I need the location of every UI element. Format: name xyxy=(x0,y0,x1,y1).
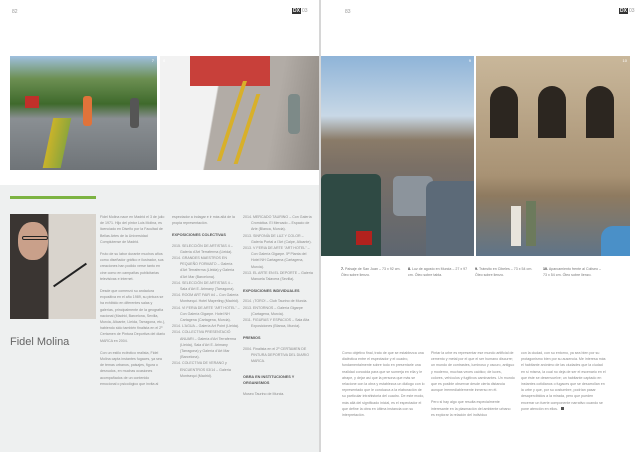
collective-heading: EXPOSICIONES COLECTIVAS xyxy=(172,233,226,238)
logo: DX xyxy=(293,8,300,14)
caption-text: Paisaje de San Juan – 73 x 92 cm. Óleo sobre lienzo. xyxy=(341,267,401,277)
exhibition-item: 2013. EL ARTE EN EL DEPORTE – Galería Manuela Talavera (Sevilla). xyxy=(243,270,313,282)
artist-portrait xyxy=(10,214,96,319)
painting-8-sidewalk xyxy=(160,56,319,170)
caption xyxy=(475,266,537,278)
magazine-badge xyxy=(292,8,308,14)
magazine-badge xyxy=(619,8,635,14)
page-number: 82 xyxy=(12,9,18,15)
exhibitions-column-2 xyxy=(243,214,313,397)
institution-item: Museo Taurino de Murcia. xyxy=(243,391,285,396)
caption-number: 10. xyxy=(543,267,548,271)
exhibition-item: 2014. L'AGUA – Galería Art Point (Lleida). xyxy=(172,324,240,329)
award-item: 2004. Finalista en el 2º CERTAMEN DE PINTURA DEPORTIVA DEL DIARIO MARCA. xyxy=(243,346,310,364)
exhibition-item: 2011. FIGURAS Y ESPACIOS – Sala Alta Exposiciones (Blanca, Murcia). xyxy=(243,318,310,329)
exhibition-item: 2013. SINFONÍA DE LUZ Y COLOR – Galería Portal a l'Art (Calpe, Alicante). xyxy=(243,233,312,244)
logo: DX xyxy=(620,8,627,14)
exhibition-item: 2014. ROOM ART FAIR #4 – Con Galería Montsequi. Hotel Mayerling (Madrid). xyxy=(172,293,239,304)
exhibition-item: 2014. SELECCIÓN DE ARTISTAS 4 – Sala d'Art E. Arimany (Tarragona). xyxy=(172,280,235,292)
painting-9-traffic xyxy=(321,56,474,256)
awards-heading: PREMIOS xyxy=(243,336,261,341)
body-paragraph: Como objetivo final, trato de que se establezca una dialéctica entre el espectador y el cuadro, fundamentalmente sobre todo en presentarle una realidad conocida para que se sumerja en ella y le atrape, y dejar así que la persona que más se relacione con la obra y establezca un diálogo con lo representado que le conduzca a la elaboración de su particular intrahistoria del cuadro. De este modo, más allá del significado inicial, es el espectador el que define la obra en última instancia con su interpretación. xyxy=(342,351,425,418)
painting-7-cyclists xyxy=(10,56,157,170)
painting-10-colosseum xyxy=(476,56,630,256)
exhibition-item: 2015. SELECCIÓN DE ARTISTAS 4 – Galería d'Art Terraferma (Lleida). xyxy=(172,243,233,254)
institutions-heading: OBRA EN INSTITUCIONES Y ORGANISMOS xyxy=(243,375,295,386)
end-mark-icon xyxy=(561,407,564,410)
bio-paragraph: Fidel Molina nace en Madrid el 3 de julio de 1971. Hijo del pintor Luis Molina, es licenciado en Diseño por la Facultad de Bellas Artes de la Universidad Complutense de Madrid. xyxy=(100,215,165,244)
image-number: 9 xyxy=(468,58,471,63)
exhibition-item: 2014. COLLECTIVA PRESENTACIÓ ANUARI – Galería d'Art Terraferma (Lleida), Sala d'Art E. Arimany (Tarragona) y Galería d'Art Mar (Barcelona). xyxy=(172,330,236,360)
exhibition-item: 2013. V FERIA DE ARTE "ART HOTEL" – Con Galería Gigarpe. 5ª Planta del Hotel NH Cartagena (Cartagena, Murcia). xyxy=(243,246,310,269)
caption-text: Tránsito en Cibeles – 73 x 54 cm. Óleo sobre lienzo. xyxy=(475,267,533,277)
caption xyxy=(341,266,403,278)
caption-text: Aparcamiento frente al Coliseo – 73 x 54 cm. Óleo sobre lienzo. xyxy=(543,267,601,277)
individual-heading: EXPOSICIONES INDIVIDUALES xyxy=(243,289,300,294)
body-paragraph: Pero si hay algo que resulta especialmente interesante en la plasmación del ambiente urbano es explorar la relación del individuo xyxy=(431,400,511,417)
right-page xyxy=(321,0,640,452)
exhibition-item: 2014. VI FERIA DE ARTE "ART HOTEL" – Con Galería Gigarpe. Hotel NH Cartagena (Cartagena, Murcia). xyxy=(172,305,240,323)
caption-number: 9. xyxy=(475,267,478,271)
bio-paragraph: espectador a indagar e ir más allá de la propia representación. xyxy=(172,215,235,226)
exhibition-item: 2014. MERCADO TAURINO – Con Galería Cromática. El Mercado – Espacio de Arte (Blanca, Murcia). xyxy=(243,215,312,232)
body-paragraph: con la ciudad, con su entorno, ya sea bien por su protagonismo bien por su ausencia. Me interesa más el habitante anónimo de las ciudades que la ciudad en sí misma, la cual no deja de ser el escenario en el que éste se desenvuelve; un habitante captado en instantes cotidianos o fugaces que se desarrollan en la urbe y que, por su costumbre, podrían pasar desapercibidos a la mirada, pero que pueden encerrar un fuerte componente narrativo cuando se pone atención en ellos. xyxy=(521,351,606,411)
body-column-2 xyxy=(431,350,515,424)
caption xyxy=(408,266,470,278)
body-column-1 xyxy=(342,350,426,424)
issue-number: 03 xyxy=(628,8,635,14)
caption-text: Luz de agosto en Murcia – 27 x 97 cm. Óleo sobre tabla. xyxy=(408,267,468,277)
caption-number: 7. xyxy=(341,267,344,271)
image-number: 8 xyxy=(163,58,166,63)
caption-number: 8. xyxy=(408,267,411,271)
artist-name: Fidel Molina xyxy=(10,336,70,348)
accent-bar xyxy=(10,196,96,199)
bio-paragraph: Desde que comenzó su andadura expositiva en el año 1989, su pintura se ha exhibido en diferentes salas y galerías, principalmente de la geografía nacional (Madrid, Barcelona, Sevilla, Murcia, Alicante, Lleida, Tarragona, etc.), habiendo sido también finalista en el 2º Certamen de Pintura Deportiva del diario MARCA en 2004. xyxy=(100,289,166,343)
bio-paragraph: Fruto de su labor durante muchos años como diseñador gráfico e ilustrador, sus creaciones han podido verse tanto en cine como en campañas publicitarias televisivas e internet. xyxy=(100,252,164,281)
body-column-3 xyxy=(521,350,607,418)
image-number: 10 xyxy=(622,58,627,63)
bio-column xyxy=(100,214,166,393)
image-number: 7 xyxy=(151,58,154,63)
body-paragraph: Pintar la urbe es representar ese mundo artificial de cemento y metal por el que el ser humano discurre; un mundo de contrastes, luminoso y oscuro, antiguo y moderno, muchas veces caótico; de luces, colores, vehículos y fugitivos caminantes. Un mundo que es posible observar desde cierta distancia aunque irremediablemente inmerso en él. xyxy=(431,351,515,393)
exhibition-item: 2014. COLECTIVA DE VERANO y ENCUENTROS 03/14 – Galería Montsequi (Madrid). xyxy=(172,361,231,378)
left-page xyxy=(0,0,319,452)
bio-paragraph: Con un estilo ecléctico realista, Fidel Molina capta instantes fugaces, ya sea de temas urbanos, paisajes, figura o desnudos, en muchas ocasiones acompañados de un contenido emocional o psicológico que invita al xyxy=(100,350,162,386)
page-number: 83 xyxy=(345,9,351,15)
caption xyxy=(543,266,605,278)
issue-number: 03 xyxy=(301,8,308,14)
exhibition-item: 2013. ENTORNOS – Galería Gigarpe (Cartagena, Murcia). xyxy=(243,305,303,316)
exhibition-item: 2014. ¡TORO! – Club Taurino de Murcia. xyxy=(243,299,308,304)
exhibitions-column-1 xyxy=(172,214,240,379)
exhibition-item: 2014. GRANDES MAESTROS EN PEQUEÑO FORMATO – Galería d'Art Terraferma (Lleida) y Galería d'Art Mar (Barcelona). xyxy=(172,256,235,279)
